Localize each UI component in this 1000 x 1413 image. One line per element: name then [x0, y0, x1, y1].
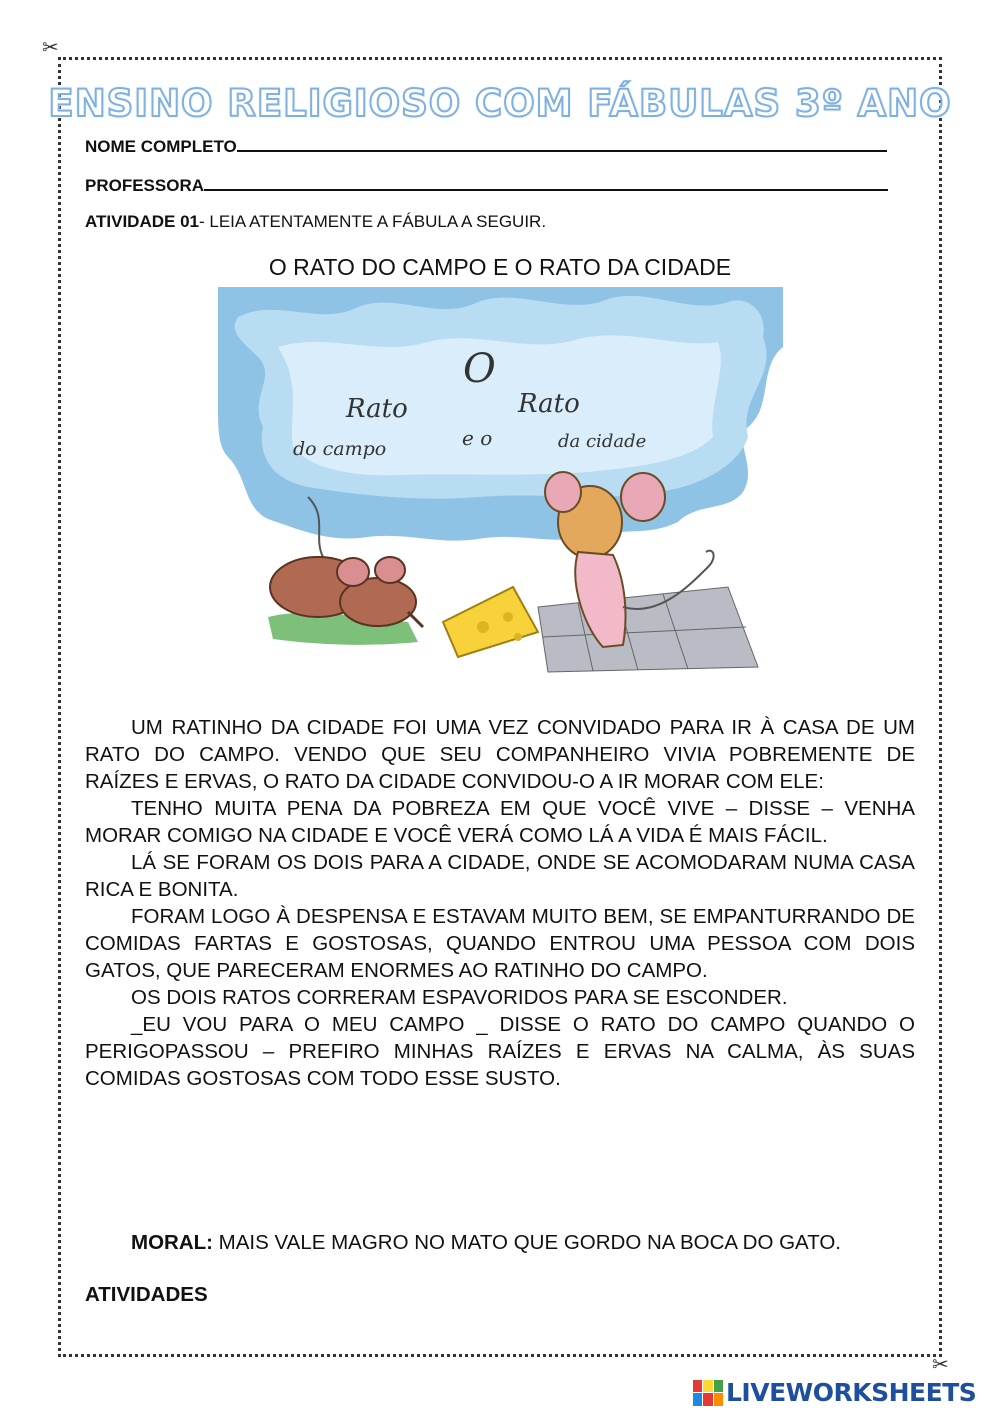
teacher-field[interactable]	[85, 175, 888, 196]
fable-paragraph: LÁ SE FORAM OS DOIS PARA A CIDADE, ONDE SE ACOMODARAM NUMA CASA RICA E BONITA.	[85, 851, 915, 901]
activity-text: - LEIA ATENTAMENTE A FÁBULA A SEGUIR.	[199, 212, 547, 231]
fable-paragraph: OS DOIS RATOS CORRERAM ESPAVORIDOS PARA SE ESCONDER.	[131, 986, 788, 1009]
activity-instruction	[85, 212, 546, 232]
scissors-icon: ✂	[42, 37, 59, 59]
illustration-word-da-cidade: da cidade	[558, 431, 647, 452]
fable-paragraph: TENHO MUITA PENA DA POBREZA EM QUE VOCÊ VIVE – DISSE – VENHA MORAR COMIGO NA CIDADE E VOCÊ VERÁ COMO LÁ A VIDA É MAIS FÁCIL.	[85, 797, 915, 847]
liveworksheets-wordmark: LIVEWORKSHEETS	[726, 1378, 977, 1407]
moral-label: MORAL:	[131, 1231, 213, 1254]
activities-heading: ATIVIDADES	[85, 1283, 208, 1306]
fable-text	[85, 714, 915, 1092]
dotted-cut-border	[58, 57, 942, 1357]
illustration-word-e-o: e o	[462, 426, 493, 450]
fable-illustration	[218, 287, 783, 697]
teacher-line[interactable]	[204, 175, 888, 191]
worksheet-title: ENSINO RELIGIOSO COM FÁBULAS 3º ANO	[48, 82, 952, 125]
scissors-icon: ✂	[932, 1354, 949, 1376]
fable-paragraph: _EU VOU PARA O MEU CAMPO _ DISSE O RATO DO CAMPO QUANDO O PERIGOPASSOU – PREFIRO MINHAS RAÍZES E ERVAS NA CALMA, ÀS SUAS COMIDAS GOSTOSAS COM TODO ESSE SUSTO.	[85, 1013, 915, 1090]
teacher-label: PROFESSORA	[85, 176, 205, 195]
moral-text: MAIS VALE MAGRO NO MATO QUE GORDO NA BOCA DO GATO.	[212, 1231, 841, 1254]
illustration-word-do-campo: do campo	[293, 438, 387, 460]
full-name-line[interactable]	[237, 136, 887, 152]
full-name-label: NOME COMPLETO	[85, 137, 237, 156]
illustration-word-rato: Rato	[518, 389, 580, 419]
fable-paragraph: UM RATINHO DA CIDADE FOI UMA VEZ CONVIDADO PARA IR À CASA DE UM RATO DO CAMPO. VENDO QUE SEU COMPANHEIRO VIVIA POBREMENTE DE RAÍZES E ERVAS, O RATO DA CIDADE CONVIDOU-O A IR MORAR COM ELE:	[85, 716, 915, 793]
fable-paragraph: FORAM LOGO À DESPENSA E ESTAVAM MUITO BEM, SE EMPANTURRANDO DE COMIDAS FARTAS E GOSTOSAS, QUANDO ENTROU UMA PESSOA COM DOIS GATOS, QUE PARECERAM ENORMES AO RATINHO DO CAMPO.	[85, 905, 915, 982]
illustration-word-rato: Rato	[346, 394, 408, 424]
liveworksheets-badge-icon	[693, 1380, 723, 1406]
fable-moral	[85, 1229, 915, 1256]
illustration-word-o: O	[463, 346, 496, 392]
activity-label: ATIVIDADE 01	[85, 212, 199, 231]
full-name-field[interactable]	[85, 136, 887, 157]
fable-title: O RATO DO CAMPO E O RATO DA CIDADE	[268, 254, 732, 280]
liveworksheets-logo	[693, 1378, 976, 1407]
